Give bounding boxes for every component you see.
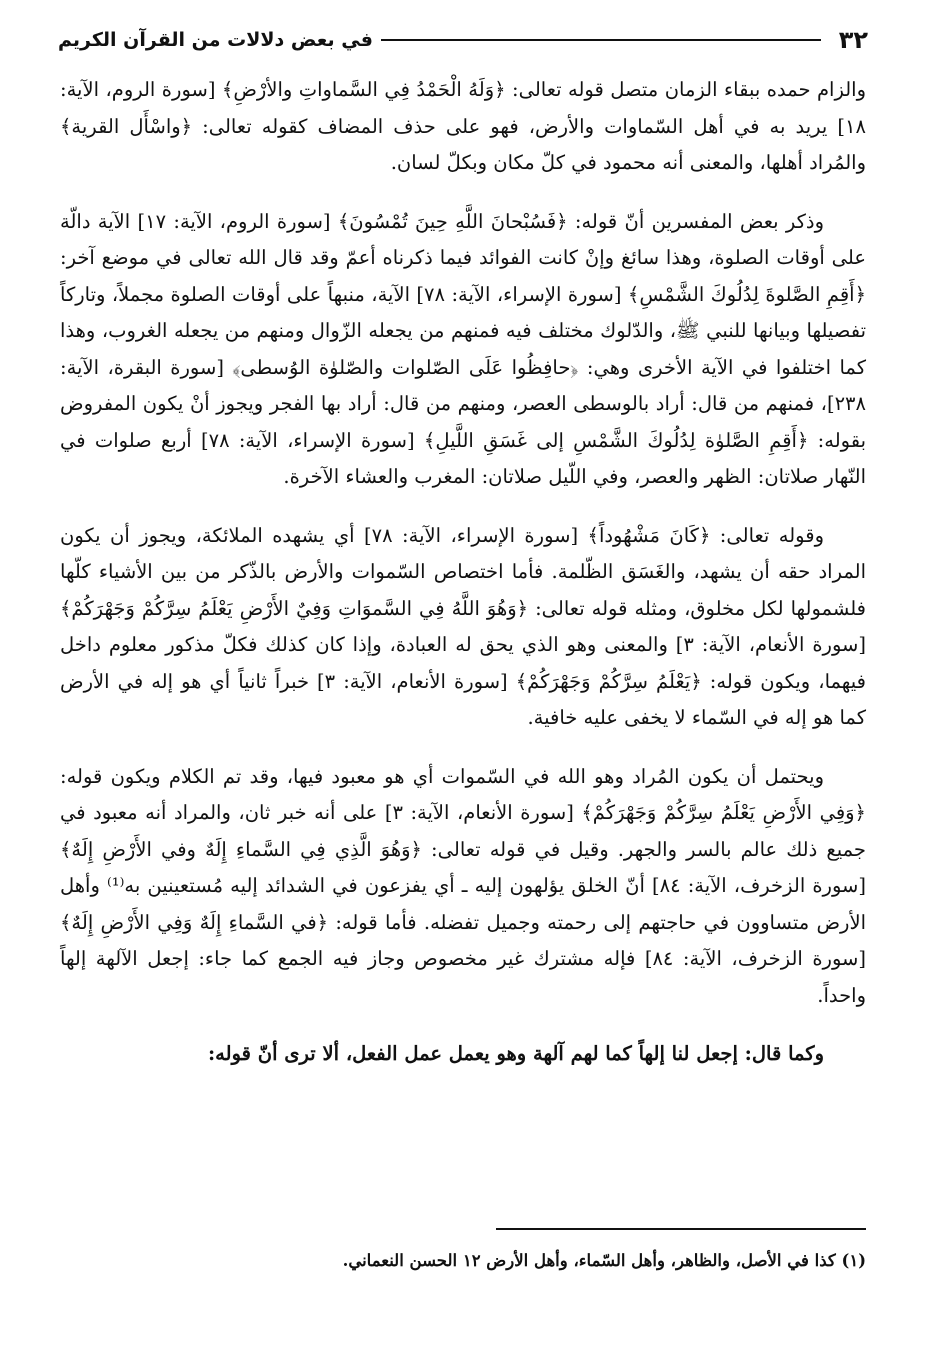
header-rule	[381, 39, 821, 41]
running-head	[58, 22, 868, 58]
paragraph-1: والزام حمده ببقاء الزمان متصل قوله تعالى: ﴿وَلَهُ الْحَمْدُ فِي السَّماواتِ والأرْضِ﴾ [سورة الروم، الآية: ١٨] يريد به في أهل السّماوات والأرض، فهو على حذف المضاف كقوله تعالى: ﴿واسْأَل القرية﴾ والمُراد أهلها، والمعنى أنه محمود في كلّ مكان وبكلّ لسان.	[60, 78, 866, 174]
main-text	[60, 72, 866, 1095]
page-number: ٣٢	[838, 26, 868, 54]
running-title: في بعض دلالات من القرآن الكريم	[58, 29, 373, 51]
paragraph-5: وكما قال: إجعل لنا إلهاً كما لهم آلهة وهو يعمل عمل الفعل، ألا ترى أنّ قوله:	[207, 1042, 824, 1065]
paragraph-4: ويحتمل أن يكون المُراد وهو الله في السّموات أي هو معبود فيها، وقد تم الكلام ويكون قوله: ﴿وَفِي الأَرْضِ يَعْلَمُ سِرَّكُمْ وَجَهْرَكُمْ﴾ [سورة الأنعام، الآية: ٣] على أنه خبر ثان، والمراد أنه معبود في جميع ذلك عالم بالسر والجهر. وقيل في قوله تعالى: ﴿وَهُوَ الَّذِي فِي السَّماءِ إِلَهٌ وفي الأَرْضِ إِلَهٌ﴾ [سورة الزخرف، الآية: ٨٤] أنّ الخلق يؤلهون إليه ـ أي يفزعون في الشدائد إليه مُستعينين به⁽¹⁾ وأهل الأرض متساوون في حاجتهم إلى رحمته وجميل تفضله. فأما قوله: ﴿في السَّماءِ إِلَهٌ وَفِي الأَرْضِ إِلَهٌ﴾ [سورة الزخرف، الآية: ٨٤] فإله مشترك غير مخصوص وجاز فيه الجمع كما جاء: إجعل الآلهة إلهاً واحداً.	[60, 764, 866, 1007]
footnote: (١) كذا في الأصل، والظاهر، وأهل السّماء، وأهل الأرض ١٢ الحسن النعماني.	[342, 1251, 866, 1270]
paragraph-3: وقوله تعالى: ﴿كَانَ مَشْهُوداً﴾ [سورة الإسراء، الآية: ٧٨] أي يشهده الملائكة، ويجوز أن يكون المراد حقه أن يشهد، والغَسَق الظّلمة. فأما اختصاص السّموات والأرض بالذّكر من بين الأشياء كلّها فلشمولها لكل مخلوق، ومثله قوله تعالى: ﴿وَهُوَ اللَّهُ فِي السَّموَاتِ وَفِيٌ الأَرْضِ يَعْلَمُ سِرَّكُمْ وَجَهْرَكُمْ﴾ [سورة الأنعام، الآية: ٣] والمعنى وهو الذي يحق له العبادة، وإذا كان كذلك فكلّ مذكور معلوم داخل فيهما، ويكون قوله: ﴿يَعْلَمُ سِرَّكُمْ وَجَهْرَكُمْ﴾ [سورة الأنعام، الآية: ٣] خبراً ثانياً أي هو إله في الأرض كما هو إله في السّماء لا يخفى عليه خافية.	[60, 523, 866, 729]
footnote-divider	[496, 1228, 866, 1230]
paragraph-2: وذكر بعض المفسرين أنّ قوله: ﴿فَسُبْحانَ اللَّهِ حِينَ تُمْسُونَ﴾ [سورة الروم، الآية: ١٧] الآية دالّة على أوقات الصلوة، وهذا سائغ وإنْ كانت الفوائد فيما ذكرناه أعمّ وقد قال الله تعالى في موضع آخر: ﴿أَقِمِ الصَّلوةَ لِدُلُوكَ الشَّمْسِ﴾ [سورة الإسراء، الآية: ٧٨] الآية، منبهاً على أوقات الصلوة مجملاً، وتاركاً تفصيلها وبيانها للنبي ﷺ، والدّلوك مختلف فيه فمنهم من يجعله الزّوال ومنهم من يجعله الغروب، وهذا كما اختلفوا في الآية الأخرى وهي: ﴿حافِظُوا عَلَى الصّلوات والصّلوٰة الوُسطى﴾ [سورة البقرة، الآية: ٢٣٨]، فمنهم من قال: أراد بالوسطى العصر، ومنهم من قال: أراد بها الفجر ويجوز أنْ يكون المفروض بقوله: ﴿أَقِمِ الصَّلوٰة لِدُلُوكَ الشَّمْسِ إلى غَسَقِ اللَّيلِ﴾ [سورة الإسراء، الآية: ٧٨] أربع صلوات في النّهار صلاتان: الظهر والعصر، وفي اللّيل صلاتان: المغرب والعشاء الآخرة.	[60, 209, 866, 488]
